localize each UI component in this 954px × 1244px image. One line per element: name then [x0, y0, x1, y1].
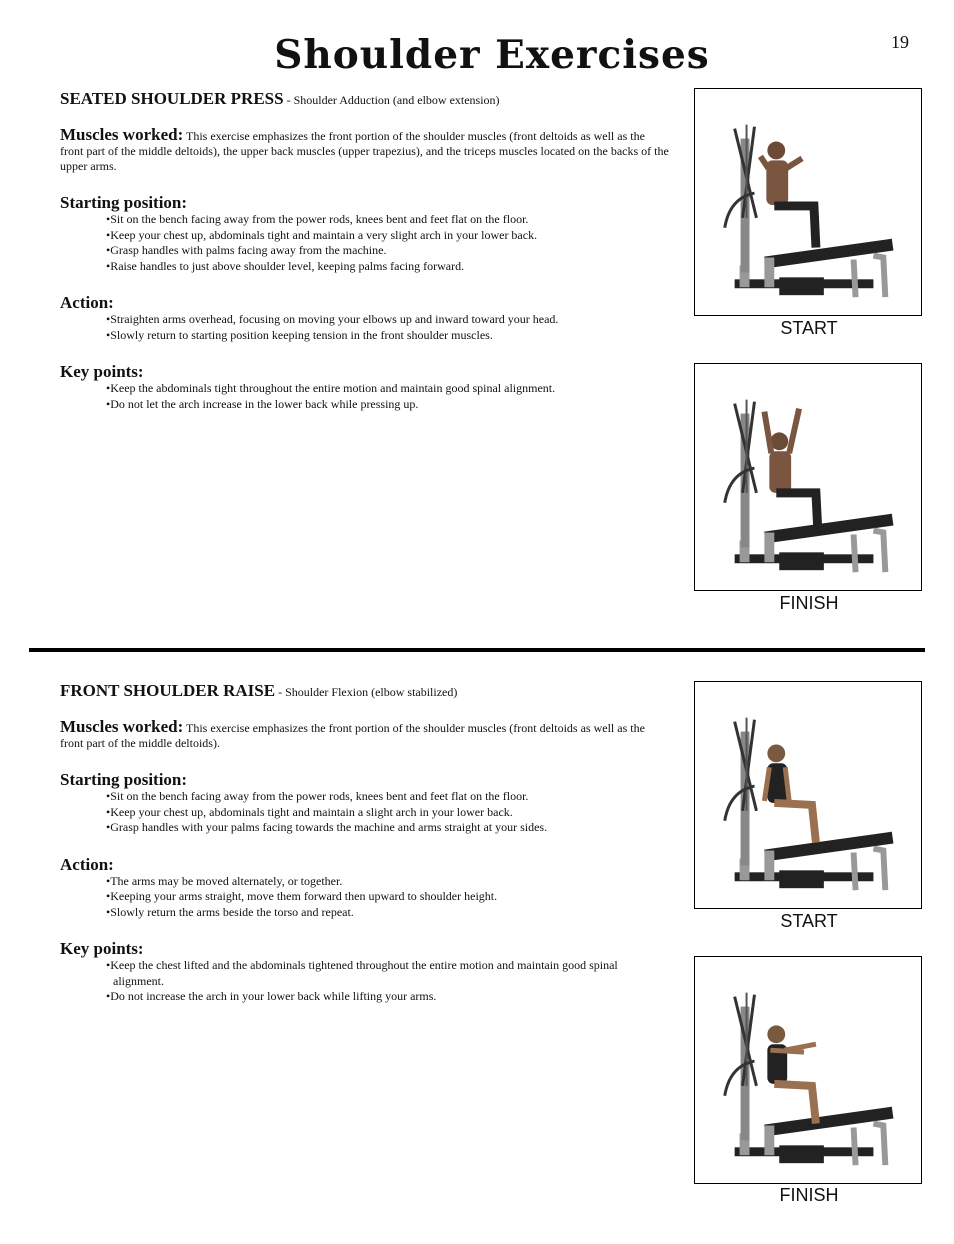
- muscles-worked: [60, 127, 670, 174]
- starting-position-heading: Starting position:: [60, 193, 188, 212]
- exercise-seated-shoulder-press: [60, 88, 670, 412]
- finish-photo: [694, 956, 922, 1184]
- page-title: Shoulder Exercises: [274, 32, 710, 78]
- list-item: •Grasp handles with palms facing away from the machine.: [106, 243, 387, 257]
- start-caption: START: [780, 318, 838, 338]
- list-item: •Raise handles to just above shoulder level, keeping palms facing forward.: [106, 258, 465, 273]
- muscles-text: This exercise emphasizes the front portion of the shoulder muscles (front deltoids as well as the front part of the middle deltoids).: [60, 721, 645, 750]
- list-item: •Sit on the bench facing away from the power rods, knees bent and feet flat on the floor.: [106, 212, 529, 226]
- muscles-label: Muscles worked:: [60, 125, 184, 144]
- exercise-subtitle: - Shoulder Flexion (elbow stabilized): [275, 685, 458, 699]
- muscles-text: This exercise emphasizes the front portion of the shoulder muscles (front deltoids as well as the front part of the middle deltoids), the upper back muscles (upper trapezius), and the triceps muscles located on the backs of the upper arms.: [60, 129, 669, 173]
- list-item: •Slowly return to starting position keeping tension in the front shoulder muscles.: [106, 327, 493, 342]
- list-item: •Sit on the bench facing away from the power rods, knees bent and feet flat on the floor.: [106, 789, 529, 803]
- machine-illustration: [695, 364, 921, 590]
- finish-caption: FINISH: [779, 593, 839, 613]
- starting-position-heading: Starting position:: [60, 770, 188, 789]
- list-item: •Do not increase the arch in your lower back while lifting your arms.: [106, 989, 437, 1003]
- muscles-label: Muscles worked:: [60, 717, 184, 736]
- action-heading: Action:: [60, 293, 114, 312]
- list-item: •Slowly return the arms beside the torso and repeat.: [106, 904, 354, 919]
- machine-illustration: [695, 89, 921, 315]
- list-item: •Keep your chest up, abdominals tight and maintain a slight arch in your lower back.: [106, 804, 513, 819]
- action-list: [60, 874, 670, 921]
- finish-caption: FINISH: [779, 1185, 839, 1205]
- list-item: •Keep the abdominals tight throughout the entire motion and maintain good spinal alignment.: [106, 381, 556, 395]
- finish-photo: [694, 363, 922, 591]
- list-item: •The arms may be moved alternately, or together.: [106, 873, 343, 888]
- action-list: [60, 312, 670, 343]
- start-photo: [694, 88, 922, 316]
- start-photo: [694, 681, 922, 909]
- list-item: •Keeping your arms straight, move them forward then upward to shoulder height.: [106, 889, 498, 903]
- list-item: •Keep your chest up, abdominals tight and maintain a very slight arch in your lower back.: [106, 227, 538, 242]
- machine-illustration: [695, 957, 921, 1183]
- exercise-name: FRONT SHOULDER RAISE: [60, 681, 276, 700]
- key-points-heading: Key points:: [60, 939, 144, 958]
- exercise-heading: [60, 680, 670, 703]
- muscles-worked: [60, 719, 670, 751]
- exercise-subtitle: - Shoulder Adduction (and elbow extension): [283, 93, 500, 107]
- starting-position-list: [60, 789, 670, 836]
- key-points-list: [60, 958, 670, 1005]
- starting-position-list: [60, 212, 670, 274]
- exercise-front-shoulder-raise: [60, 680, 670, 1005]
- exercise-heading: [60, 88, 670, 111]
- exercise-name: SEATED SHOULDER PRESS: [60, 89, 284, 108]
- page-number: 19: [891, 32, 909, 52]
- key-points-list: [60, 381, 670, 412]
- key-points-heading: Key points:: [60, 362, 144, 381]
- action-heading: Action:: [60, 854, 114, 874]
- machine-illustration: [695, 682, 921, 908]
- list-item: •Keep the chest lifted and the abdominals tightened throughout the entire motion and maintain good spinal alignment.: [106, 958, 618, 988]
- start-caption: START: [780, 911, 838, 931]
- list-item: •Straighten arms overhead, focusing on moving your elbows up and inward toward your head.: [106, 312, 559, 326]
- list-item: •Grasp handles with your palms facing towards the machine and arms straight at your sides.: [106, 820, 548, 834]
- list-item: •Do not let the arch increase in the lower back while pressing up.: [106, 396, 419, 411]
- section-divider: [29, 648, 925, 652]
